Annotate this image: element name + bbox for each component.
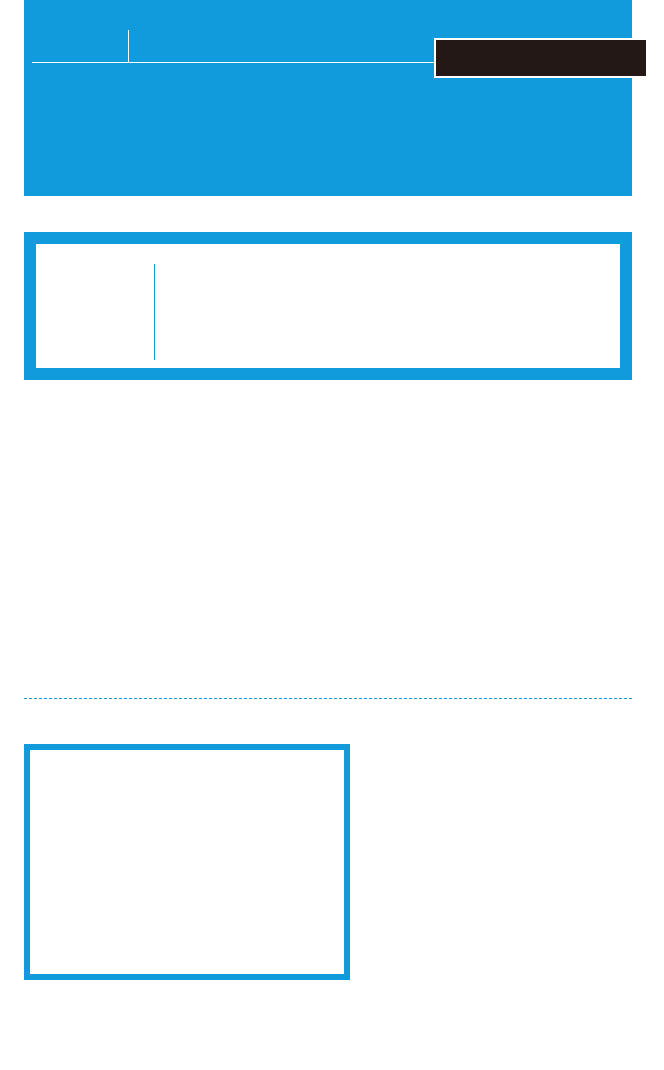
answer-letter [556,404,626,484]
section-divider [24,698,632,699]
header-rule [32,62,434,63]
question-box-inner [36,244,620,368]
question-label [32,36,128,62]
exclamation-mark [188,706,212,754]
point-box [24,744,350,980]
point-box-inner [30,750,344,974]
question-letter [64,270,134,350]
category-badge [434,38,648,78]
question-number [128,30,177,62]
question-divider [154,264,155,360]
title-header [24,0,632,196]
question-box [24,232,632,380]
